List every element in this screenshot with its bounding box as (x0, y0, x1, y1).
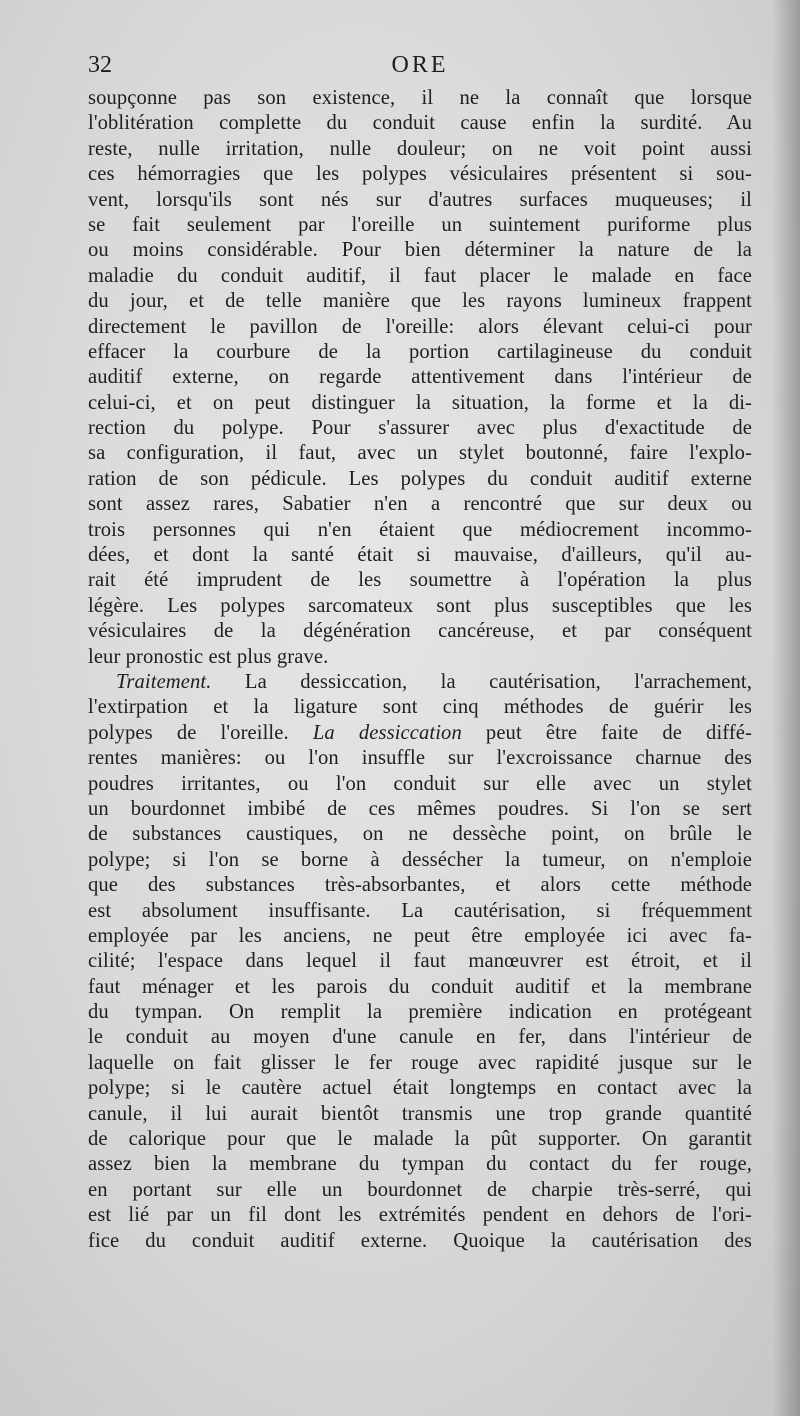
text-line (88, 695, 752, 720)
text-line (88, 899, 752, 924)
text-line (88, 518, 752, 543)
text-segment: est absolument insuffisante. La cautérisation, si fréquemment (88, 899, 752, 922)
text-segment: polypes de l'oreille. (88, 721, 313, 744)
text-segment: ces hémorragies que les polypes vésiculaires présentent si sou- (88, 163, 752, 186)
text-line (88, 1178, 752, 1203)
text-segment: laquelle on fait glisser le fer rouge avec rapidité jusque sur le (88, 1051, 752, 1074)
text-line (88, 873, 752, 898)
text-line (88, 568, 752, 593)
page-number: 32 (88, 52, 112, 78)
text-segment: sa configuration, il faut, avec un stylet boutonné, faire l'explo- (88, 442, 752, 465)
text-line (88, 1229, 752, 1254)
text-line (88, 924, 752, 949)
text-segment: polype; si l'on se borne à dessécher la tumeur, on n'emploie (88, 848, 752, 871)
text-line (88, 645, 752, 670)
text-segment: employée par les anciens, ne peut être employée ici avec fa- (88, 924, 752, 947)
text-line (88, 746, 752, 771)
text-segment: l'extirpation et la ligature sont cinq méthodes de guérir les (88, 696, 752, 719)
text-line (88, 1025, 752, 1050)
text-line (88, 949, 752, 974)
text-segment: rait été imprudent de les soumettre à l'opération la plus (88, 569, 752, 592)
text-line (88, 213, 752, 238)
text-segment: se fait seulement par l'oreille un suintement puriforme plus (88, 213, 752, 236)
text-line (88, 416, 752, 441)
text-line (88, 391, 752, 416)
text-line (88, 137, 752, 162)
text-line (88, 264, 752, 289)
text-line (88, 543, 752, 568)
text-segment: reste, nulle irritation, nulle douleur; on ne voit point aussi (88, 137, 752, 160)
text-line (88, 340, 752, 365)
text-line (88, 848, 752, 873)
italic-text-segment: La dessiccation (312, 721, 462, 744)
text-segment: un bourdonnet imbibé de ces mêmes poudres. Si l'on se sert (88, 797, 752, 820)
text-line (88, 441, 752, 466)
text-segment: maladie du conduit auditif, il faut placer le malade en face (88, 264, 752, 287)
text-line (88, 1152, 752, 1177)
text-line (88, 315, 752, 340)
page-gutter-shadow (772, 0, 800, 1416)
text-line (88, 1000, 752, 1025)
text-line (88, 975, 752, 1000)
text-segment: sont assez rares, Sabatier n'en a rencontré que sur deux ou (88, 493, 752, 516)
text-segment: vésiculaires de la dégénération cancéreuse, et par conséquent (88, 620, 752, 643)
text-segment: du jour, et de telle manière que les rayons lumineux frappent (88, 290, 752, 313)
body-text (88, 86, 752, 1254)
text-line (88, 162, 752, 187)
text-segment: trois personnes qui n'en étaient que médiocrement incommo- (88, 518, 752, 541)
text-line (88, 822, 752, 847)
text-segment: leur pronostic est plus grave. (88, 645, 329, 668)
text-line (88, 238, 752, 263)
text-line (88, 1127, 752, 1152)
text-segment: La dessiccation, la cautérisation, l'arrachement, (211, 670, 752, 693)
text-segment: canule, il lui aurait bientôt transmis une trop grande quantité (88, 1102, 752, 1125)
text-segment: dées, et dont la santé était si mauvaise, d'ailleurs, qu'il au- (88, 544, 752, 567)
text-segment: l'oblitération complette du conduit cause enfin la surdité. Au (88, 112, 752, 135)
text-segment: ou moins considérable. Pour bien déterminer la nature de la (88, 239, 752, 262)
text-line (88, 111, 752, 136)
text-segment: assez bien la membrane du tympan du contact du fer rouge, (88, 1153, 752, 1176)
text-line (88, 365, 752, 390)
text-line (88, 1203, 752, 1228)
text-segment: que des substances très-absorbantes, et alors cette méthode (88, 874, 752, 897)
text-segment: en portant sur elle un bourdonnet de charpie très-serré, qui (88, 1178, 752, 1201)
italic-text-segment: Traitement. (116, 670, 212, 693)
text-line (88, 797, 752, 822)
text-segment: directement le pavillon de l'oreille: alors élevant celui-ci pour (88, 315, 752, 338)
running-head: ORE (391, 52, 449, 78)
text-line (88, 492, 752, 517)
text-line (88, 594, 752, 619)
text-segment: du tympan. On remplit la première indication en protégeant (88, 1001, 752, 1024)
text-segment: effacer la courbure de la portion cartilagineuse du conduit (88, 340, 752, 363)
text-segment: est lié par un fil dont les extrémités pendent en dehors de l'ori- (88, 1204, 752, 1227)
text-line (88, 1076, 752, 1101)
text-segment: légère. Les polypes sarcomateux sont plus susceptibles que les (88, 594, 752, 617)
text-segment: fice du conduit auditif externe. Quoique la cautérisation des (88, 1229, 752, 1252)
text-line (88, 1051, 752, 1076)
text-line (88, 86, 752, 111)
text-segment: polype; si le cautère actuel était longtemps en contact avec la (88, 1077, 752, 1100)
text-segment: peut être faite de diffé- (461, 721, 752, 744)
text-line (88, 772, 752, 797)
text-line (88, 721, 752, 746)
text-segment: poudres irritantes, ou l'on conduit sur elle avec un stylet (88, 772, 752, 795)
text-segment: rentes manières: ou l'on insuffle sur l'excroissance charnue des (88, 747, 752, 770)
text-segment: auditif externe, on regarde attentivement dans l'intérieur de (88, 366, 752, 389)
text-segment: soupçonne pas son existence, il ne la connaît que lorsque (88, 87, 752, 109)
text-line (88, 188, 752, 213)
text-line (88, 289, 752, 314)
text-line (88, 619, 752, 644)
text-line (88, 467, 752, 492)
text-segment: le conduit au moyen d'une canule en fer, dans l'intérieur de (88, 1026, 752, 1049)
text-segment: de substances caustiques, on ne dessèche point, on brûle le (88, 823, 752, 846)
text-segment: cilité; l'espace dans lequel il faut manœuvrer est étroit, et il (88, 950, 752, 973)
text-segment: de calorique pour que le malade la pût supporter. On garantit (88, 1128, 752, 1151)
text-line (88, 670, 752, 695)
text-segment: ration de son pédicule. Les polypes du conduit auditif externe (88, 467, 752, 490)
text-line (88, 1102, 752, 1127)
text-segment: faut ménager et les parois du conduit auditif et la membrane (88, 975, 752, 998)
text-segment: celui-ci, et on peut distinguer la situation, la forme et la di- (88, 391, 752, 414)
text-segment: vent, lorsqu'ils sont nés sur d'autres surfaces muqueuses; il (88, 188, 752, 211)
page-header (88, 52, 752, 80)
text-segment: rection du polype. Pour s'assurer avec plus d'exactitude de (88, 417, 752, 440)
